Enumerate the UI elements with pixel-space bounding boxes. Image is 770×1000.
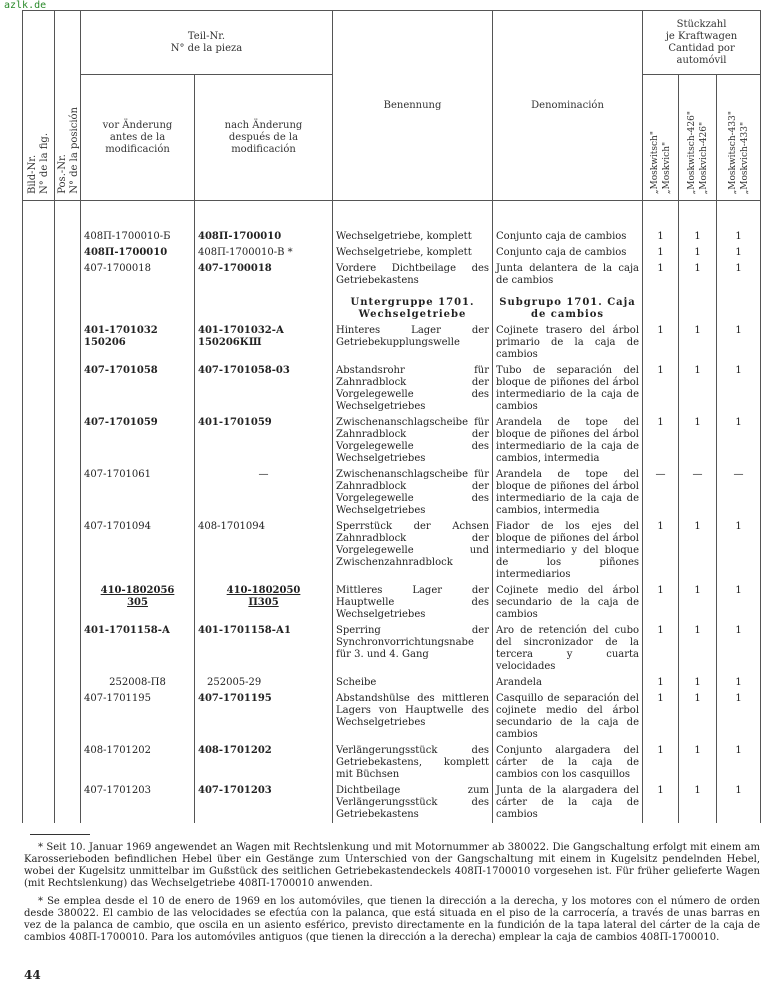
- qty-433: 1: [717, 363, 761, 415]
- name-de: Mittleres Lager der Hauptwelle des Wechselgetriebes: [333, 583, 493, 623]
- qty-moskvich: 1: [643, 675, 679, 691]
- part-no-after: 410-1802050 П305: [195, 583, 333, 623]
- table-row: [23, 363, 761, 415]
- name-de: Abstandsrohr für Zahnradblock der Vorgelegewelle des Wechselgetriebes: [333, 363, 493, 415]
- part-no-before: 407-1701094: [81, 519, 195, 583]
- table-row: [23, 467, 761, 519]
- name-de: Sperrstück der Achsen Zahnradblock der Vorgelegewelle und Zwischenzahnradblock: [333, 519, 493, 583]
- name-de: Dichtbeilage zum Verlängerungsstück des Getriebekastens: [333, 783, 493, 823]
- part-no-after: 407-1701195: [195, 691, 333, 743]
- name-de: Wechselgetriebe, komplett: [333, 229, 493, 245]
- qty-moskvich: 1: [643, 363, 679, 415]
- name-es: Conjunto caja de cambios: [493, 229, 643, 245]
- name-es: Junta de la alargadera del cárter de la caja de cambios: [493, 783, 643, 823]
- header-col-moskvich: „Moskwitsch" „Moskvich": [643, 75, 679, 201]
- part-no-after: 401-1701158-А1: [195, 623, 333, 675]
- name-es: Cojinete trasero del árbol primario de la caja de cambios: [493, 323, 643, 363]
- name-es: Arandela de tope del bloque de piñones del árbol intermediario de la caja de cambios, intermedia: [493, 415, 643, 467]
- subgroup-title-de: Untergruppe 1701. Wechselgetriebe: [333, 289, 493, 323]
- name-de: Scheibe: [333, 675, 493, 691]
- parts-table: [22, 10, 761, 823]
- header-stueckzahl: Stückzahl je Kraftwagen Cantidad por automóvil: [643, 11, 761, 75]
- part-no-after: 408-1701094: [195, 519, 333, 583]
- qty-426: 1: [679, 245, 717, 261]
- part-no-before: 408П-1700010-Б: [81, 229, 195, 245]
- qty-moskvich: 1: [643, 743, 679, 783]
- header-vor-aenderung: vor Änderung antes de la modificación: [81, 75, 195, 201]
- name-de: Vordere Dichtbeilage des Getriebekastens: [333, 261, 493, 289]
- qty-433: 1: [717, 245, 761, 261]
- qty-433: 1: [717, 519, 761, 583]
- part-no-after: 407-1701203: [195, 783, 333, 823]
- qty-moskvich: 1: [643, 691, 679, 743]
- part-no-before: 408П-1700010: [81, 245, 195, 261]
- part-no-before: 408-1701202: [81, 743, 195, 783]
- part-no-before: 407-1701059: [81, 415, 195, 467]
- name-es: Tubo de separación del bloque de piñones del árbol intermediario de la caja de cambios: [493, 363, 643, 415]
- part-no-before: 407-1701058: [81, 363, 195, 415]
- qty-426: 1: [679, 363, 717, 415]
- qty-moskvich: 1: [643, 415, 679, 467]
- part-no-after: 408-1701202: [195, 743, 333, 783]
- qty-433: 1: [717, 415, 761, 467]
- name-de: Zwischenanschlagscheibe für Zahnradblock der Vorgelegewelle des Wechselgetriebes: [333, 467, 493, 519]
- qty-moskvich: 1: [643, 261, 679, 289]
- qty-426: 1: [679, 261, 717, 289]
- footnote-es: * Se emplea desde el 10 de enero de 1969 en los automóviles, que tienen la dirección a la derecha, y los motores con el número de orden desde 380022. El cambio de las velocidades se efectúa con la palanca, que está situada en el piso de la carrocería, a través de unas barras en vez de la palanca de cambio, que oscila en un asiento esférico, previsto directamente en la fundición de la tapa lateral del cárter de la caja de cambios 408П-1700010. Para los automóviles antiguos (que tienen la dirección a la derecha) emplear la caja de cambios 408П-1700010.: [24, 896, 760, 943]
- name-es: Arandela: [493, 675, 643, 691]
- qty-433: 1: [717, 623, 761, 675]
- part-no-after: 408П-1700010-В *: [195, 245, 333, 261]
- part-no-before: 401-1701158-А: [81, 623, 195, 675]
- qty-433: 1: [717, 323, 761, 363]
- table-row: [23, 783, 761, 823]
- qty-moskvich: 1: [643, 783, 679, 823]
- name-es: Junta delantera de la caja de cambios: [493, 261, 643, 289]
- name-es: Arandela de tope del bloque de piñones del árbol intermediario de la caja de cambios, intermedia: [493, 467, 643, 519]
- header-teil-nr: Teil-Nr. N° de la pieza: [81, 11, 333, 75]
- qty-426: 1: [679, 743, 717, 783]
- qty-433: 1: [717, 691, 761, 743]
- qty-433: 1: [717, 229, 761, 245]
- name-de: Abstandshülse des mittleren Lagers von Hauptwelle des Wechselgetriebes: [333, 691, 493, 743]
- header-pos-nr: Pos.-Nr. N° de la posición: [55, 11, 81, 201]
- qty-426: —: [679, 467, 717, 519]
- header-benennung: Benennung: [333, 11, 493, 201]
- table-row: [23, 323, 761, 363]
- table-row: [23, 245, 761, 261]
- table-row: [23, 623, 761, 675]
- qty-moskvich: 1: [643, 623, 679, 675]
- table-row: [23, 261, 761, 289]
- qty-426: 1: [679, 229, 717, 245]
- name-de: Hinteres Lager der Getriebekupplungswelle: [333, 323, 493, 363]
- qty-moskvich: 1: [643, 229, 679, 245]
- header-bild-nr: Bild-Nr. N° de la fig.: [23, 11, 55, 201]
- qty-433: 1: [717, 783, 761, 823]
- qty-426: 1: [679, 323, 717, 363]
- table-row: [23, 583, 761, 623]
- part-no-after: —: [195, 467, 333, 519]
- table-row: [23, 675, 761, 691]
- part-no-before: 252008-П8: [81, 675, 195, 691]
- page-number: 44: [24, 968, 41, 982]
- qty-433: 1: [717, 675, 761, 691]
- table-row: [23, 229, 761, 245]
- qty-426: 1: [679, 783, 717, 823]
- name-es: Conjunto caja de cambios: [493, 245, 643, 261]
- qty-426: 1: [679, 675, 717, 691]
- header-col-433: „Moskwitsch-433" „Moskvich-433": [717, 75, 761, 201]
- name-de: Zwischenanschlagscheibe für Zahnradblock der Vorgelegewelle des Wechselgetriebes: [333, 415, 493, 467]
- footnote-de: * Seit 10. Januar 1969 angewendet an Wagen mit Rechtslenkung und mit Motornummer ab 380022. Die Gangschaltung erfolgt mit einem am Karosserieboden befindlichen Hebel über ein Gestänge zum Unterschied von der Gangschaltung mit einem in Kugelsitz pendelnden Hebel, wobei der Kugelsitz unmittelbar im Gußstück des seitlichen Getriebekastendeckels 408П-1700010 vorgesehen ist. Für früher gelieferte Wagen (mit Rechtslenkung) das Wechselgetriebe 408П-1700010 anwenden.: [24, 842, 760, 889]
- qty-433: 1: [717, 743, 761, 783]
- part-no-after: 408П-1700010: [195, 229, 333, 245]
- part-no-before: 401-1701032 150206: [81, 323, 195, 363]
- table-row: [23, 415, 761, 467]
- table-row: [23, 691, 761, 743]
- name-es: Cojinete medio del árbol secundario de la caja de cambios: [493, 583, 643, 623]
- part-no-after: 407-1700018: [195, 261, 333, 289]
- qty-426: 1: [679, 623, 717, 675]
- part-no-before: 407-1701061: [81, 467, 195, 519]
- qty-433: 1: [717, 261, 761, 289]
- qty-426: 1: [679, 519, 717, 583]
- name-de: Wechselgetriebe, komplett: [333, 245, 493, 261]
- name-es: Casquillo de separación del cojinete medio del árbol secundario de la caja de cambios: [493, 691, 643, 743]
- table-spacer-row: [23, 201, 761, 229]
- name-de: Verlängerungsstück des Getriebekastens, komplett mit Büchsen: [333, 743, 493, 783]
- part-no-before: 407-1701203: [81, 783, 195, 823]
- table-row: [23, 743, 761, 783]
- part-no-after: 401-1701032-А 150206КШ: [195, 323, 333, 363]
- name-de: Sperring der Synchronvorrichtungsnabe für 3. und 4. Gang: [333, 623, 493, 675]
- table-row: [23, 519, 761, 583]
- qty-433: —: [717, 467, 761, 519]
- name-es: Conjunto alargadera del cárter de la caja de cambios con los casquillos: [493, 743, 643, 783]
- qty-426: 1: [679, 583, 717, 623]
- qty-moskvich: 1: [643, 245, 679, 261]
- qty-moskvich: 1: [643, 583, 679, 623]
- part-no-after: 401-1701059: [195, 415, 333, 467]
- qty-426: 1: [679, 691, 717, 743]
- site-watermark-text: azlk.de: [4, 0, 47, 11]
- subgroup-row: [23, 289, 761, 323]
- name-es: Fiador de los ejes del bloque de piñones del árbol intermediario y del bloque de los piñones intermediarios: [493, 519, 643, 583]
- header-nach-aenderung: nach Änderung después de la modificación: [195, 75, 333, 201]
- qty-426: 1: [679, 415, 717, 467]
- qty-moskvich: 1: [643, 323, 679, 363]
- part-no-after: 252005-29: [195, 675, 333, 691]
- footnote-divider: [30, 834, 90, 835]
- qty-moskvich: 1: [643, 519, 679, 583]
- part-no-after: 407-1701058-03: [195, 363, 333, 415]
- part-no-before: 407-1700018: [81, 261, 195, 289]
- part-no-before: 410-1802056 305: [81, 583, 195, 623]
- header-denominacion: Denominación: [493, 11, 643, 201]
- qty-433: 1: [717, 583, 761, 623]
- name-es: Aro de retención del cubo del sincronizador de la tercera y cuarta velocidades: [493, 623, 643, 675]
- part-no-before: 407-1701195: [81, 691, 195, 743]
- qty-moskvich: —: [643, 467, 679, 519]
- subgroup-title-es: Subgrupo 1701. Caja de cambios: [493, 289, 643, 323]
- header-col-426: „Moskwitsch-426" „Moskvich-426": [679, 75, 717, 201]
